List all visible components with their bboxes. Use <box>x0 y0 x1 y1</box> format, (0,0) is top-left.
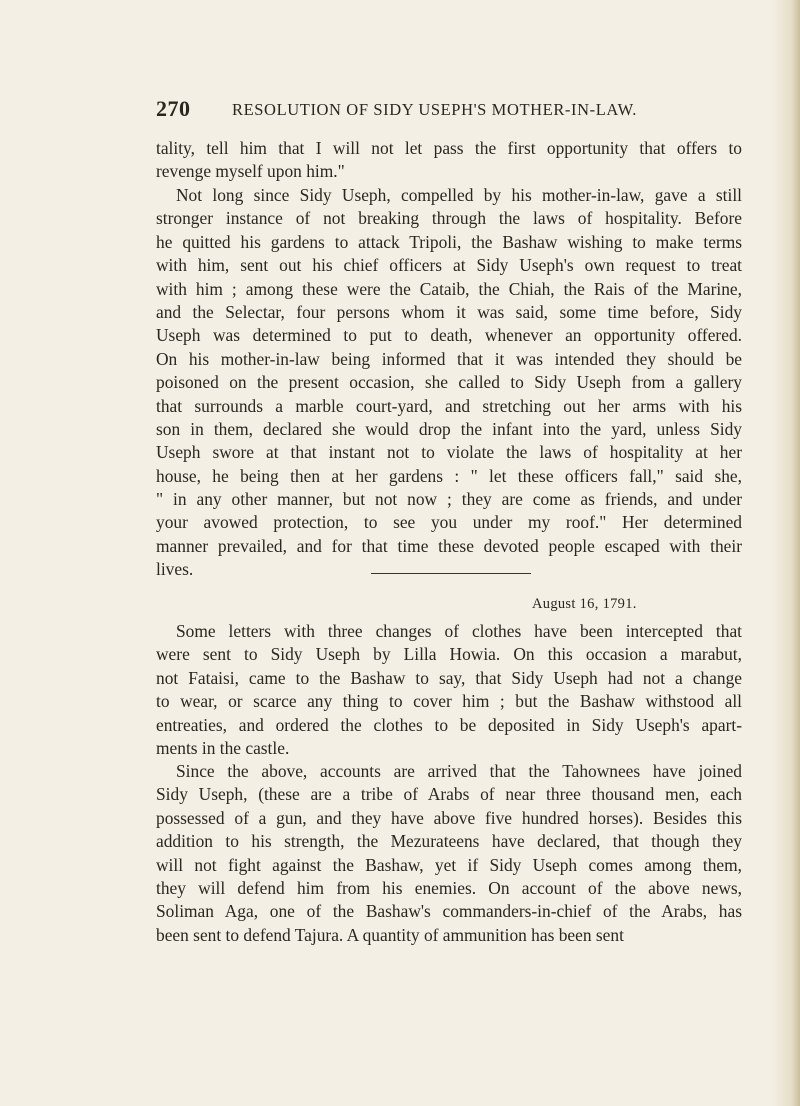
paragraph-hospitality <box>156 184 742 582</box>
text-line: they will defend him from his enemies. On account of the above news, <box>156 877 742 898</box>
text-line: ments in the castle. <box>156 737 290 758</box>
text-line: to wear, or scarce any thing to cover him ; but the Bashaw withstood all <box>156 691 742 712</box>
text-line: Some letters with three changes of clothes have been intercepted that <box>176 621 742 641</box>
text-line: with him ; among these were the Cataib, the Chiah, the Rais of the Marine, <box>156 278 742 299</box>
text-line: possessed of a gun, and they have above five hundred horses). Besides this <box>156 807 742 828</box>
page-header <box>156 96 736 126</box>
text-line: " in any other manner, but not now ; they are come as friends, and under <box>156 489 742 510</box>
section-divider <box>371 573 531 574</box>
text-line: were sent to Sidy Useph by Lilla Howia. On this occasion a marabut, <box>156 644 742 665</box>
text-line: Useph was determined to put to death, whenever an opportunity offered. <box>156 325 742 346</box>
paragraph-tahownees <box>156 760 742 947</box>
text-line: that surrounds a marble court-yard, and stretching out her arms with his <box>156 395 742 416</box>
text-line: and the Selectar, four persons whom it was said, some time before, Sidy <box>156 301 742 322</box>
running-title: RESOLUTION OF SIDY USEPH'S MOTHER-IN-LAW. <box>232 100 637 119</box>
text-line: tality, tell him that I will not let pass the first opportunity that offers to <box>156 138 742 158</box>
text-line: On his mother-in-law being informed that it was intended they should be <box>156 348 742 369</box>
text-line: poisoned on the present occasion, she called to Sidy Useph from a gallery <box>156 372 742 393</box>
text-line: Soliman Aga, one of the Bashaw's commanders-in-chief of the Arabs, has <box>156 901 742 922</box>
text-line: lives. <box>156 559 194 580</box>
text-line: addition to his strength, the Mezurateens have declared, that though they <box>156 831 742 852</box>
text-line: manner prevailed, and for that time these devoted people escaped with their <box>156 535 742 556</box>
text-line: your avowed protection, to see you under my roof." Her determined <box>156 512 742 533</box>
text-line: house, he being then at her gardens : " let these officers fall," said she, <box>156 465 742 486</box>
text-line: been sent to defend Tajura. A quantity of ammunition has been sent <box>156 924 624 945</box>
text-line: Sidy Useph, (these are a tribe of Arabs of near three thousand men, each <box>156 784 742 805</box>
text-line: Since the above, accounts are arrived that the Tahownees have joined <box>176 761 742 781</box>
text-line: Useph swore at that instant not to violate the laws of hospitality at her <box>156 442 742 463</box>
page-number: 270 <box>156 96 191 121</box>
text-line: stronger instance of not breaking through the laws of hospitality. Before <box>156 208 742 229</box>
page-edge-shadow <box>772 0 800 1106</box>
text-line: he quitted his gardens to attack Tripoli, the Bashaw wishing to make terms <box>156 231 742 252</box>
paragraph-continuation <box>156 137 742 184</box>
text-line: will not fight against the Bashaw, yet if Sidy Useph comes among them, <box>156 854 742 875</box>
text-line: Not long since Sidy Useph, compelled by his mother-in-law, gave a still <box>176 185 742 205</box>
paragraph-letters <box>156 620 742 760</box>
text-line: with him, sent out his chief officers at Sidy Useph's own request to treat <box>156 255 742 276</box>
text-line: not Fataisi, came to the Bashaw to say, that Sidy Useph had not a change <box>156 667 742 688</box>
text-line: revenge myself upon him." <box>156 161 345 182</box>
dateline: August 16, 1791. <box>532 596 637 612</box>
text-line: entreaties, and ordered the clothes to be deposited in Sidy Useph's apart- <box>156 714 742 735</box>
text-line: son in them, declared she would drop the infant into the yard, unless Sidy <box>156 418 742 439</box>
